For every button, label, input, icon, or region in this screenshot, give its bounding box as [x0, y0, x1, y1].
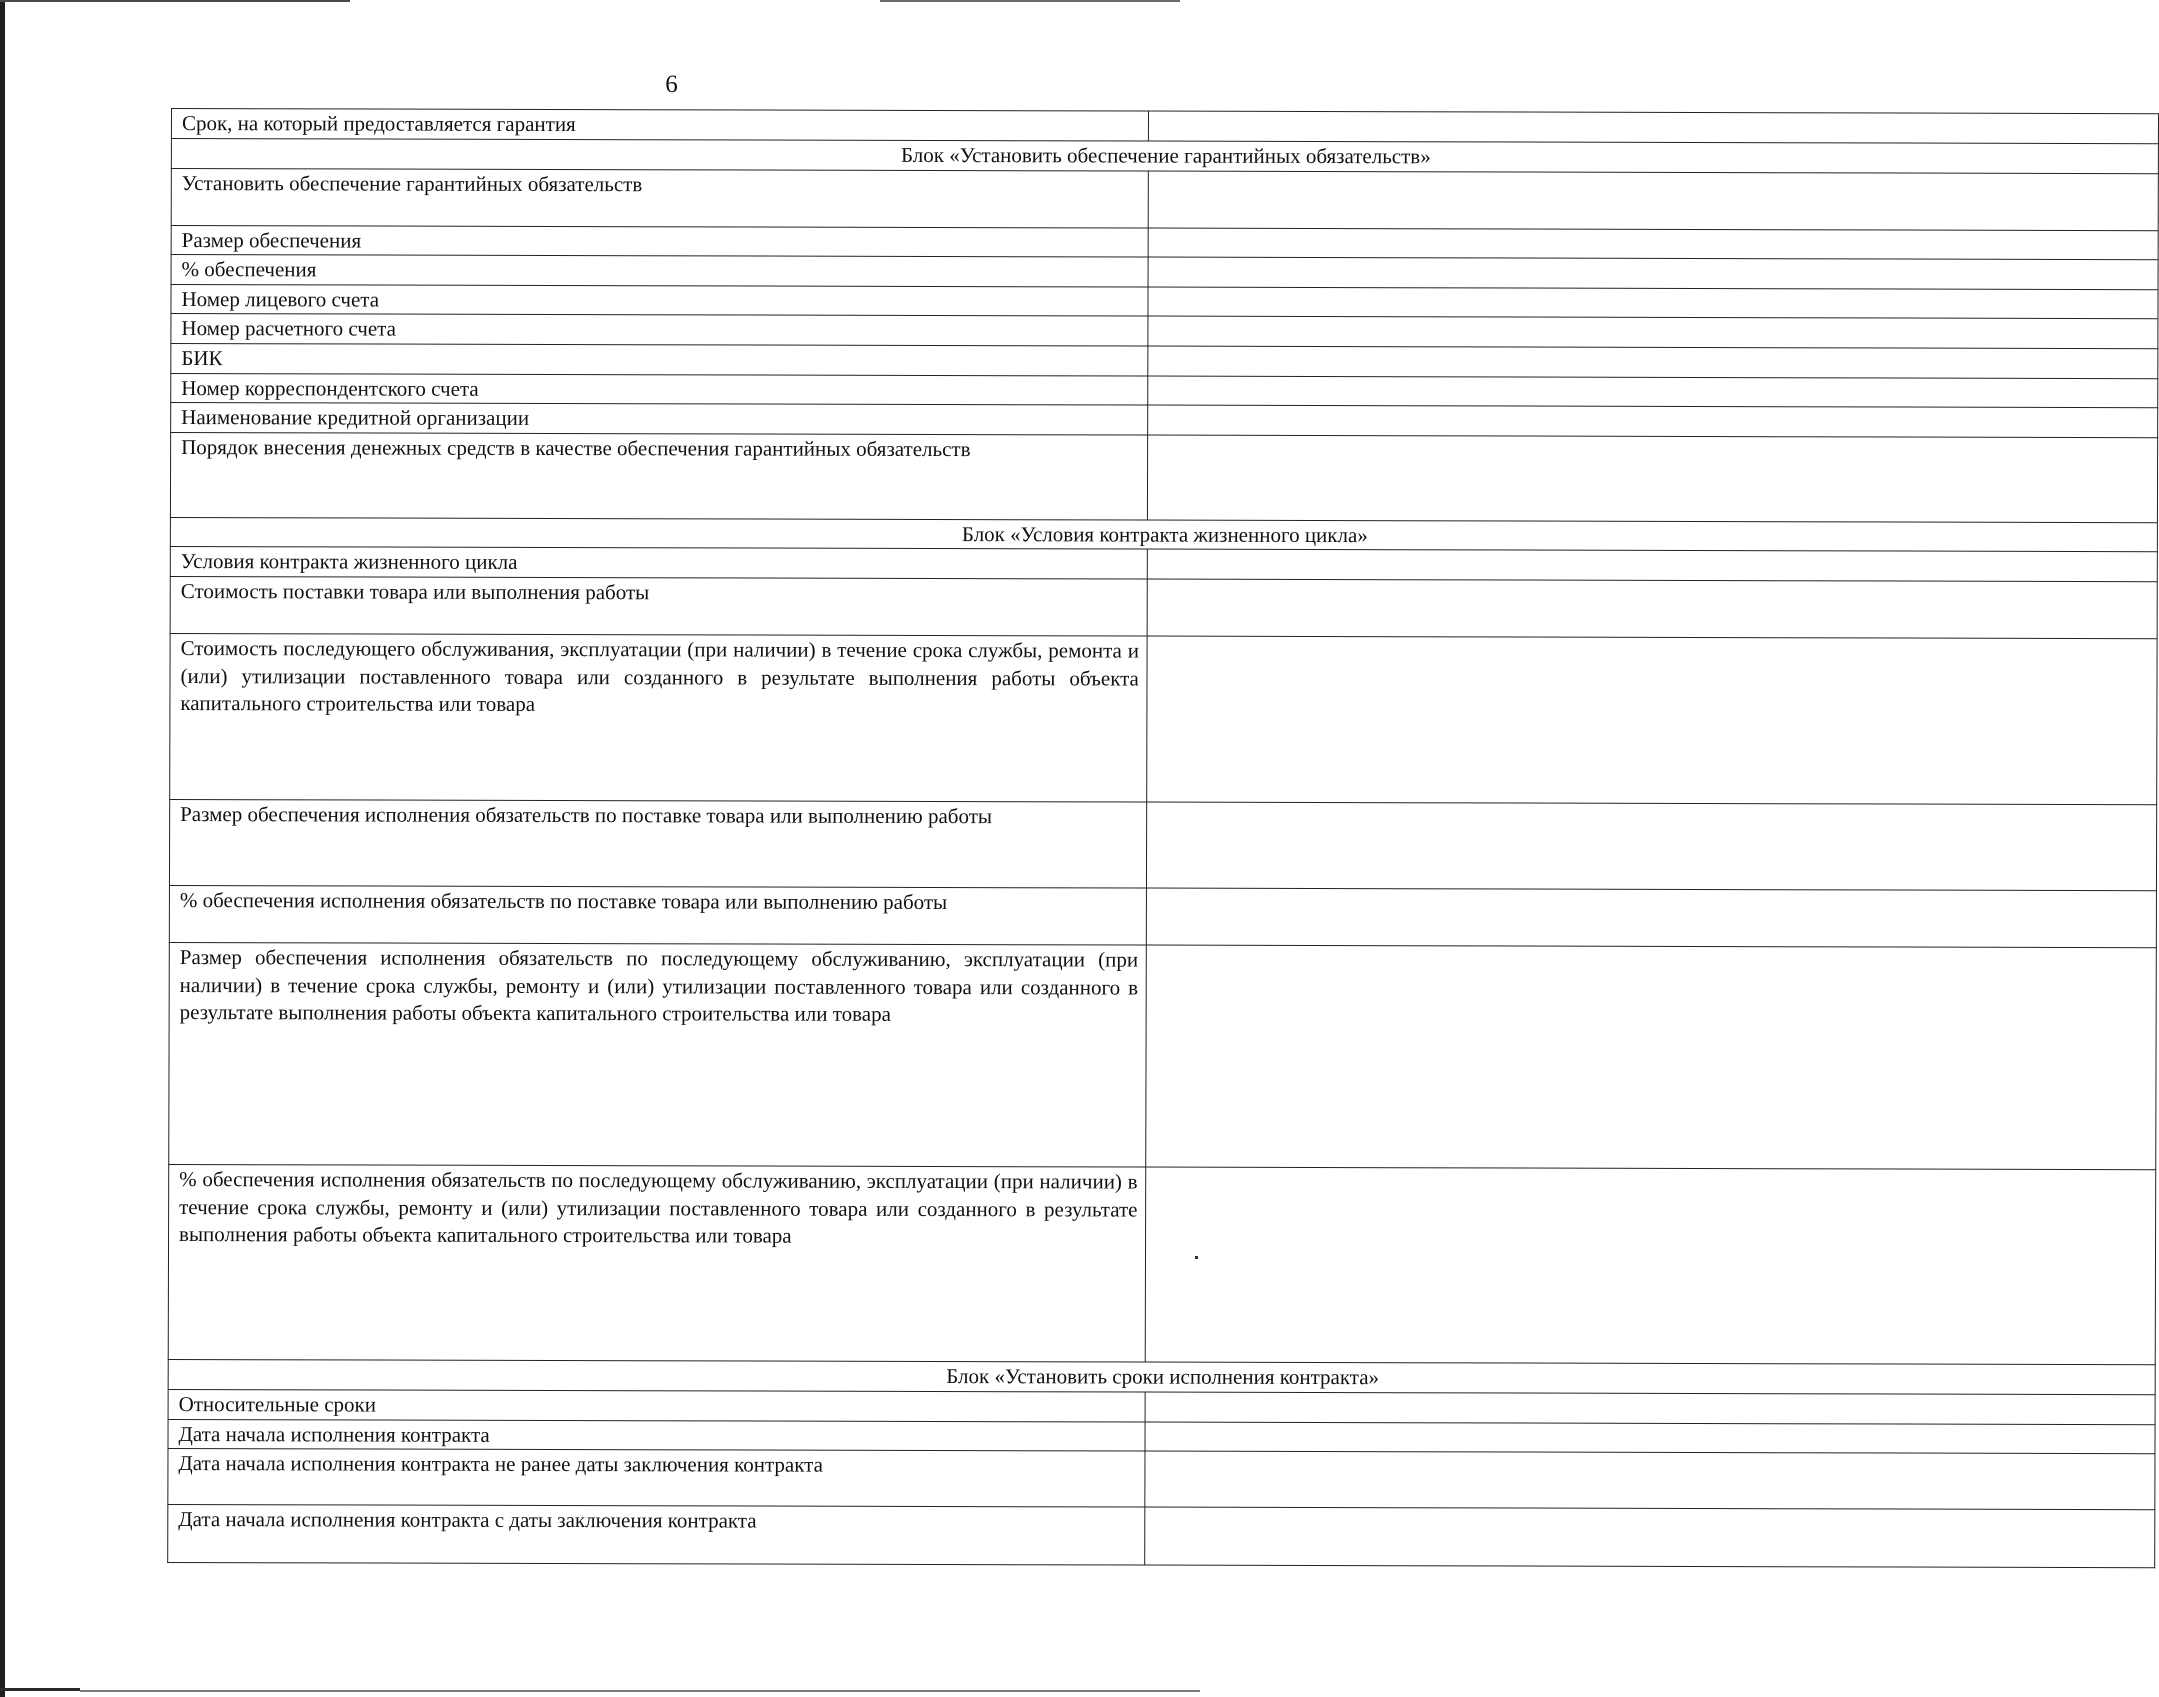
- field-value[interactable]: [1147, 802, 2157, 891]
- field-label: Срок, на который предоставляется гарантия: [171, 109, 1148, 142]
- field-label: Наименование кредитной организации: [171, 403, 1148, 435]
- field-value[interactable]: [1148, 376, 2158, 408]
- field-label: Номер корреспондентского счета: [171, 373, 1148, 405]
- field-value[interactable]: [1149, 228, 2159, 260]
- field-label: Номер расчетного счета: [171, 314, 1148, 346]
- field-value[interactable]: [1148, 579, 2158, 639]
- field-label: Размер обеспечения исполнения обязательств по последующему обслуживанию, эксплуатации (при наличии) в течение срока службы, ремонту и (или) утилизации поставленного товара или созданного в результате выполнения работы объекта капитального строительства или товара: [169, 942, 1147, 1167]
- table-row: [170, 633, 2157, 804]
- field-label: Установить обеспечение гарантийных обязательств: [171, 168, 1149, 228]
- field-value[interactable]: [1145, 1451, 2155, 1510]
- block-header: Блок «Установить обеспечение гарантийных обязательств»: [171, 139, 2158, 174]
- scan-line-bottom: [80, 1690, 1200, 1692]
- field-label: % обеспечения исполнения обязательств по поставке товара или выполнению работы: [169, 885, 1147, 945]
- field-value[interactable]: [1145, 1422, 2155, 1454]
- form-table: [167, 108, 2159, 1568]
- field-value[interactable]: [1148, 405, 2158, 437]
- field-label: Относительные сроки: [168, 1389, 1145, 1422]
- field-label: Размер обеспечения: [171, 225, 1148, 257]
- field-label: % обеспечения: [171, 255, 1148, 287]
- field-value[interactable]: [1147, 888, 2157, 948]
- table-row: [171, 168, 2158, 230]
- scan-line-bottom-left: [0, 1688, 80, 1691]
- table-row: [169, 799, 2156, 890]
- table-row: [170, 432, 2157, 522]
- table-row: [169, 942, 2157, 1169]
- field-label: Размер обеспечения исполнения обязательств по поставке товара или выполнению работы: [169, 799, 1147, 888]
- table-row: [171, 403, 2158, 438]
- field-value[interactable]: [1147, 636, 2157, 805]
- field-value[interactable]: [1148, 257, 2158, 289]
- field-value[interactable]: [1146, 1167, 2156, 1365]
- field-value[interactable]: [1145, 1507, 2155, 1568]
- field-value[interactable]: [1148, 346, 2158, 378]
- field-value[interactable]: [1149, 111, 2159, 144]
- field-label: Номер лицевого счета: [171, 284, 1148, 316]
- field-value[interactable]: [1148, 549, 2158, 581]
- field-label: БИК: [171, 343, 1148, 375]
- field-value[interactable]: [1148, 316, 2158, 348]
- field-value[interactable]: [1145, 1392, 2155, 1425]
- field-value[interactable]: [1149, 171, 2159, 231]
- table-row: [171, 373, 2158, 408]
- field-label: Дата начала исполнения контракта не ранее даты заключения контракта: [168, 1449, 1146, 1508]
- field-value[interactable]: [1148, 287, 2158, 319]
- field-label: Условия контракта жизненного цикла: [170, 547, 1147, 579]
- table-row: [170, 576, 2157, 638]
- field-label: % обеспечения исполнения обязательств по последующему обслуживанию, эксплуатации (при наличии) в течение срока службы, ремонту и (или) утилизации поставленного товара или созданного в результате выполнения работы объекта капитального строительства или товара: [168, 1164, 1146, 1362]
- field-label: Стоимость поставки товара или выполнения работы: [170, 576, 1148, 636]
- scan-line-top-right: [880, 0, 1180, 2]
- table-row: [168, 1449, 2155, 1510]
- field-value[interactable]: [1148, 435, 2158, 523]
- scan-line-top-left: [0, 0, 350, 2]
- field-value[interactable]: [1146, 945, 2156, 1170]
- table-row: [168, 1505, 2155, 1568]
- field-label: Стоимость последующего обслуживания, эксплуатации (при наличии) в течение срока службы, ремонта и (или) утилизации поставленного товара или созданного в результате выполнения работы объекта капитального строительства или товара: [170, 633, 1148, 802]
- field-label: Дата начала исполнения контракта с даты заключения контракта: [168, 1505, 1146, 1566]
- table-row: [168, 1419, 2155, 1454]
- block-header: Блок «Установить сроки исполнения контракта»: [168, 1359, 2155, 1394]
- block-header: Блок «Условия контракта жизненного цикла»: [170, 517, 2157, 552]
- form-table-body: [168, 109, 2159, 1568]
- scan-edge-left: [0, 0, 5, 1697]
- table-row: [169, 885, 2156, 947]
- table-row: [168, 1164, 2156, 1364]
- page-number: 6: [665, 71, 678, 98]
- field-label: Дата начала исполнения контракта: [168, 1419, 1145, 1451]
- table-row: [170, 547, 2157, 582]
- field-label: Порядок внесения денежных средств в качестве обеспечения гарантийных обязательств: [170, 432, 1148, 520]
